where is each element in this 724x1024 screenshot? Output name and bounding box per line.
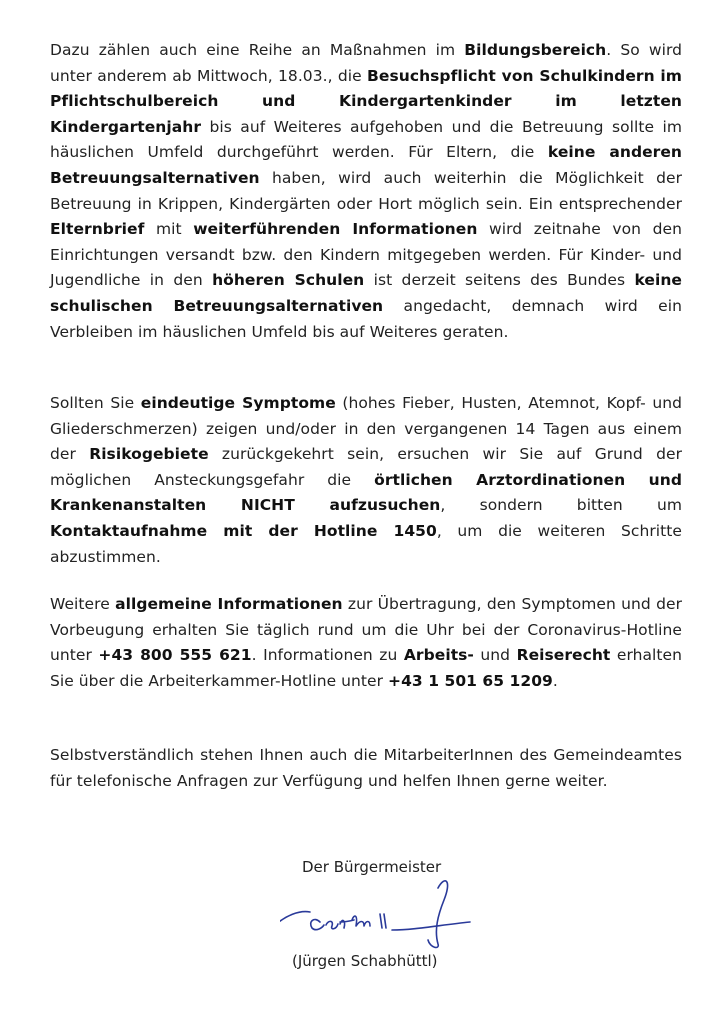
bold-text: Kontaktaufnahme mit der Hotline 1450 (50, 521, 437, 540)
paragraph-education (50, 38, 682, 345)
text-segment: . So wird unter anderem ab Mittwoch, 18.03., die (50, 41, 682, 85)
handwritten-signature-icon (280, 870, 480, 960)
text-segment: Dazu zählen auch eine Reihe an Maßnahmen im (50, 41, 465, 59)
paragraph-hotline-info (50, 592, 682, 694)
text-segment: Weitere (50, 595, 116, 613)
bold-text: höheren Schulen (212, 271, 365, 290)
text-segment: . Informationen zu (251, 646, 404, 665)
text-segment: angedacht, demnach wird ein Verbleiben im häuslichen Umfeld bis auf Weiteres geraten. (50, 296, 682, 341)
paragraph-symptoms (50, 391, 682, 570)
text-segment: Selbstverständlich stehen Ihnen auch die MitarbeiterInnen des Gemeindeamtes für telefonische Anfragen zur Verfügung und helfen Ihnen gerne weiter. (50, 746, 682, 790)
bold-text: Bildungsbereich (464, 41, 607, 59)
text-segment: bis auf Weiteres aufgehoben und die Betreuung sollte im häuslichen Umfeld durchgeführt werden. Für Eltern, die (50, 117, 682, 162)
text-segment: , sondern bitten um (440, 496, 682, 515)
text-segment: mit (144, 220, 194, 239)
text-segment: . (552, 671, 558, 690)
text-segment: wird zeitnahe von den Einrichtungen versandt bzw. den Kindern mitgegeben werden. Für Kinder- und Jugendliche in den (50, 220, 682, 290)
bold-text: +43 800 555 621 (98, 646, 252, 665)
bold-text: Risikogebiete (89, 445, 209, 464)
bold-text: Arbeits- (403, 646, 474, 665)
bold-text: keine anderen Betreuungsalternativen (50, 143, 682, 187)
bold-text: Elternbrief (50, 220, 145, 239)
bold-text: weiterführenden Informationen (193, 220, 478, 239)
text-segment: , um die weiteren Schritte abzustimmen. (50, 521, 683, 566)
bold-text: keine schulischen Betreuungsalternativen (50, 271, 682, 315)
bold-text: Reiserecht (516, 646, 611, 665)
signature-name: (Jürgen Schabhüttl) (292, 952, 438, 970)
text-segment: erhalten Sie über die Arbeiterkammer-Hotline unter (50, 646, 683, 690)
bold-text: örtlichen Arztordinationen und Krankenanstalten NICHT aufzusuchen (50, 470, 682, 515)
bold-text: eindeutige Symptome (140, 394, 336, 412)
text-segment: (hohes Fieber, Husten, Atemnot, Kopf- und Gliederschmerzen) zeigen und/oder in den vergangenen 14 Tagen aus einem der (50, 394, 682, 464)
text-segment: Sollten Sie (50, 394, 141, 412)
bold-text: Besuchspflicht von Schulkindern im Pflichtschulbereich und Kindergartenkinder im letzten Kindergartenjahr (50, 66, 682, 136)
bold-text: allgemeine Informationen (115, 595, 343, 613)
paragraph-closing (50, 743, 682, 794)
text-segment: zurückgekehrt sein, ersuchen wir Sie auf Grund der möglichen Ansteckungsgefahr die (50, 445, 683, 489)
text-segment: ist derzeit seitens des Bundes (364, 271, 635, 290)
signature-title: Der Bürgermeister (302, 858, 442, 876)
signature-block (280, 850, 480, 980)
text-segment: zur Übertragung, den Symptomen und der Vorbeugung erhalten Sie täglich rund um die Uhr bei der Coronavirus-Hotline unter (50, 595, 682, 665)
text-segment: und (473, 646, 517, 665)
bold-text: +43 1 501 65 1209 (388, 671, 553, 690)
text-segment: haben, wird auch weiterhin die Möglichkeit der Betreuung in Krippen, Kindergärten oder Hort möglich sein. Ein entsprechender (50, 168, 682, 213)
